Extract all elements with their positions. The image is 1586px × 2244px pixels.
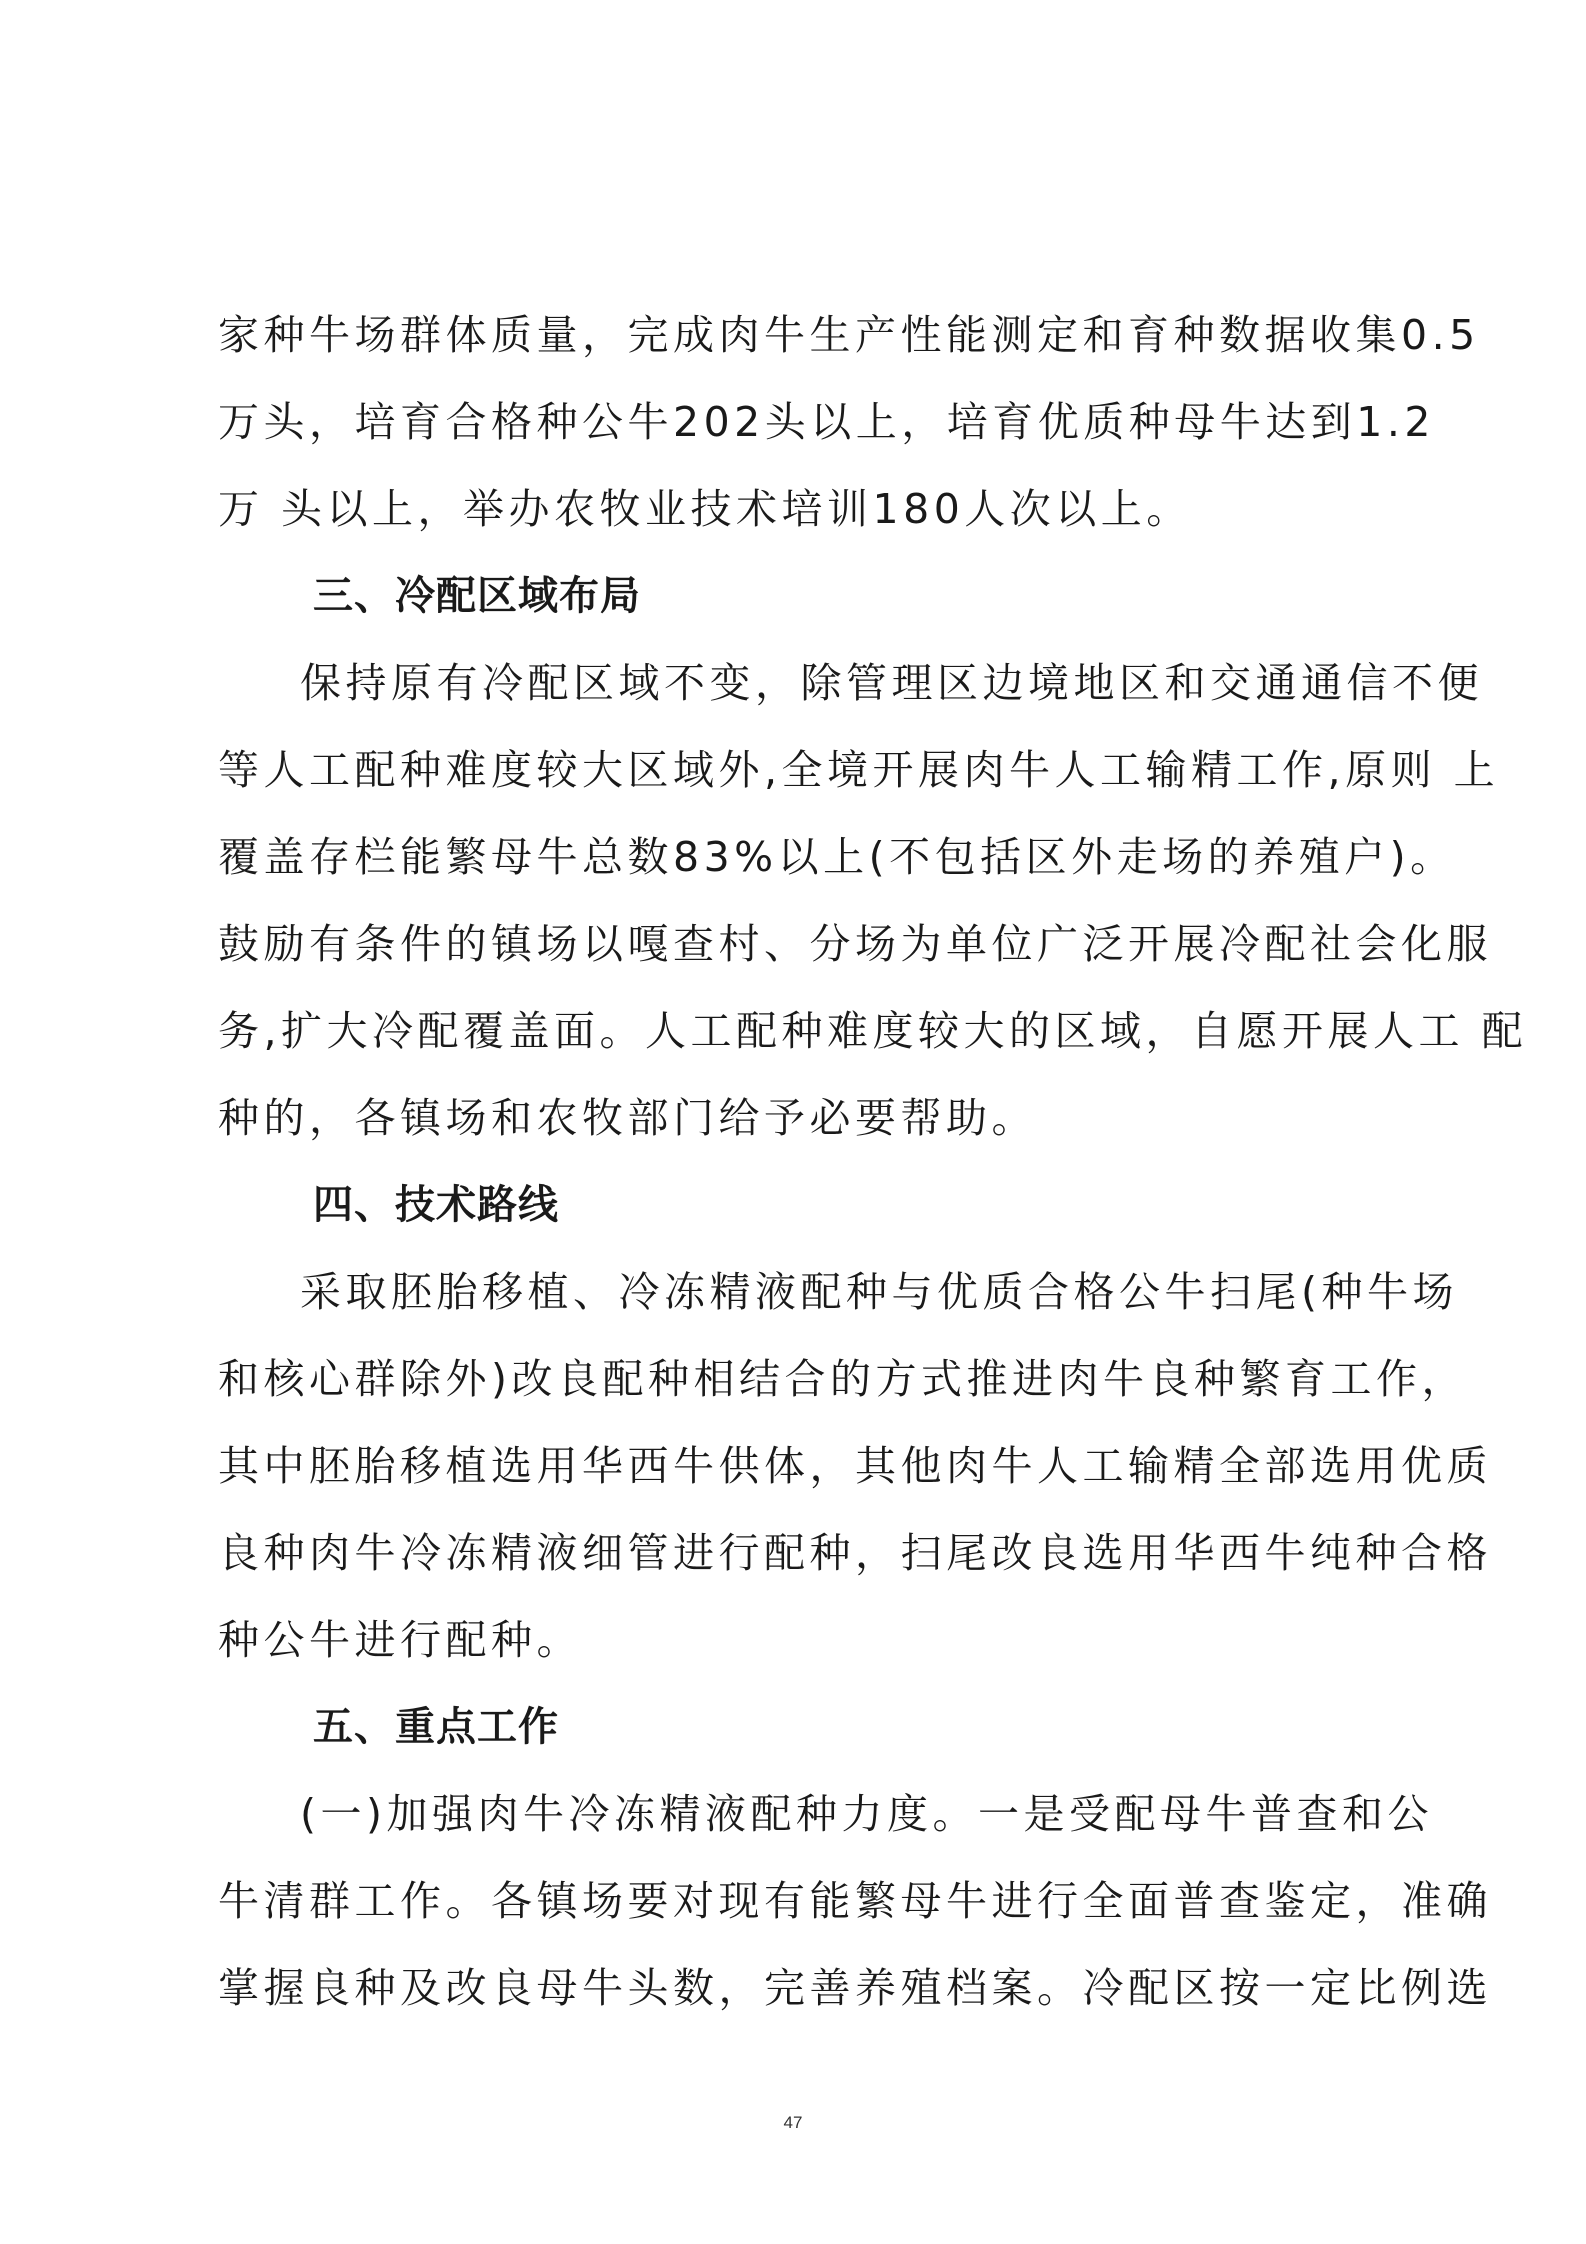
text-line: 等人工配种难度较大区域外,全境开展肉牛人工输精工作,原则 上 [218,746,1500,794]
text-line: 其中胚胎移植选用华西牛供体，其他肉牛人工输精全部选用优质 [218,1442,1492,1490]
paragraph-key-work [218,1771,1492,2032]
text-line: 家种牛场群体质量，完成肉牛生产性能测定和育种数据收集0.5 [218,311,1480,359]
text-line: 采取胚胎移植、冷冻精液配种与优质合格公牛扫尾(种牛场 [300,1268,1458,1316]
paragraph-cold-breeding-layout [218,640,1528,1162]
text-line: (一)加强肉牛冷冻精液配种力度。一是受配母牛普查和公 [300,1790,1433,1838]
text-line: 保持原有冷配区域不变，除管理区边境地区和交通通信不便 [300,659,1483,707]
text-line: 牛清群工作。各镇场要对现有能繁母牛进行全面普查鉴定，准确 [218,1877,1492,1925]
text-line: 务,扩大冷配覆盖面。人工配种难度较大的区域，自愿开展人工 配 [218,1007,1528,1055]
text-line: 掌握良种及改良母牛头数，完善养殖档案。冷配区按一定比例选 [218,1964,1492,2012]
paragraph-technical-route [218,1249,1492,1684]
text-line: 万 头以上，举办农牧业技术培训180人次以上。 [218,485,1192,533]
section-heading-technical-route: 四、技术路线 [313,1182,559,1228]
document-body [218,292,1528,2032]
section-heading-cold-breeding-layout: 三、冷配区域布局 [313,573,641,619]
text-line: 鼓励有条件的镇场以嘎查村、分场为单位广泛开展冷配社会化服 [218,920,1492,968]
text-line: 和核心群除外)改良配种相结合的方式推进肉牛良种繁育工作， [218,1355,1467,1403]
page-number: 47 [783,2113,803,2132]
text-line: 种公牛进行配种。 [218,1616,582,1664]
paragraph-quality-targets [218,292,1480,553]
text-line: 覆盖存栏能繁母牛总数83%以上(不包括区外走场的养殖户)。 [218,833,1456,881]
text-line: 种的，各镇场和农牧部门给予必要帮助。 [218,1094,1037,1142]
text-line: 良种肉牛冷冻精液细管进行配种，扫尾改良选用华西牛纯种合格 [218,1529,1492,1577]
text-line: 万头，培育合格种公牛202头以上，培育优质种母牛达到1.2 [218,398,1435,446]
section-heading-key-work: 五、重点工作 [313,1704,559,1750]
